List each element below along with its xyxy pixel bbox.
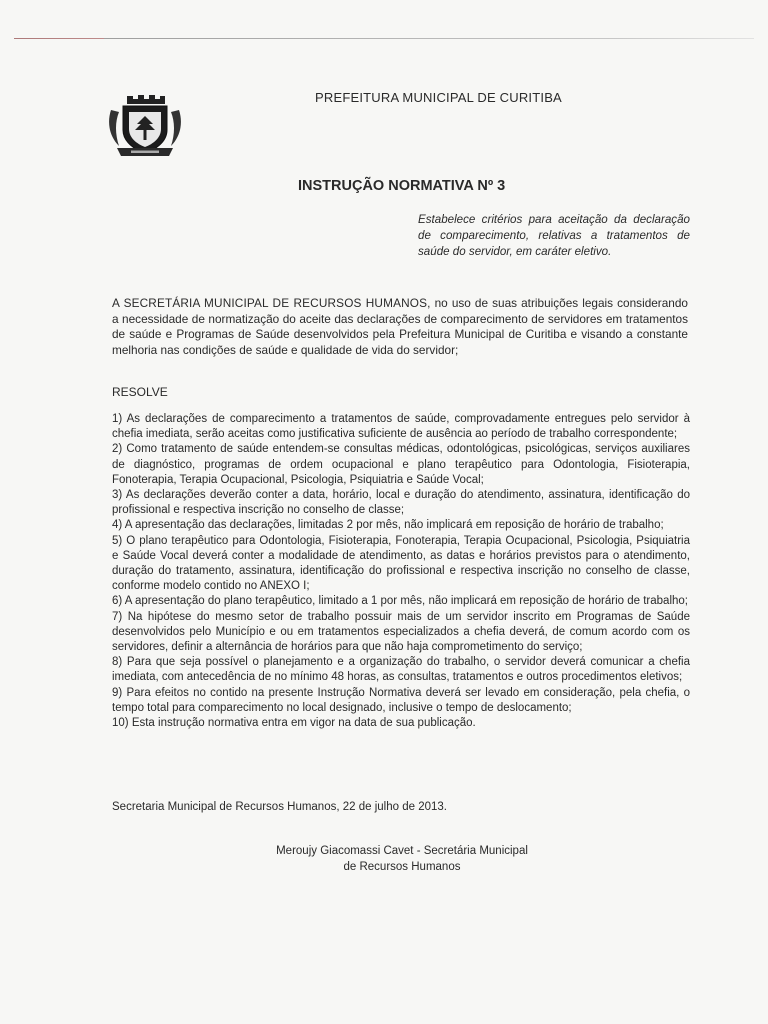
closing-date-line: Secretaria Municipal de Recursos Humanos, 22 de julho de 2013. [112,801,447,813]
preamble-paragraph [112,296,688,358]
resolution-item: 4) A apresentação das declarações, limitadas 2 por mês, não implicará em reposição de horário de trabalho; [112,519,664,532]
preamble-lead: A SECRETÁRIA MUNICIPAL DE RECURSOS HUMANOS, [112,296,431,310]
document-ementa: Estabelece critérios para aceitação da declaração de comparecimento, relativas a tratamentos de saúde do servidor, em caráter eletivo. [418,213,690,258]
resolution-item: 2) Como tratamento de saúde entendem-se consultas médicas, odontológicas, psicológicas, serviços auxiliares de diagnóstico, programas de ordem ocupacional e plano terapêutico para Odontologia, Fisioterapia, Fonoterapia, Terapia Ocupacional, Psicologia, Psiquiatria e Saúde Vocal; [112,443,690,486]
resolution-item: 10) Esta instrução normativa entra em vigor na data de sua publicação. [112,717,476,730]
resolution-items-list [112,412,690,731]
document-title: INSTRUÇÃO NORMATIVA Nº 3 [298,178,506,194]
resolution-item: 6) A apresentação do plano terapêutico, limitado a 1 por mês, não implicará em reposição de horário de trabalho; [112,595,688,608]
institution-header: PREFEITURA MUNICIPAL DE CURITIBA [315,90,562,105]
scan-edge-line [14,38,754,39]
signature-title: de Recursos Humanos [343,860,461,873]
resolution-item: 5) O plano terapêutico para Odontologia, Fisioterapia, Fonoterapia, Terapia Ocupacional, Psicologia, Psiquiatria e Saúde Vocal deverá conter a modalidade de atendimento, as datas e horários previstos para o atendimento, duração do tratamento, assinatura, identificação do profissional e respectiva inscrição no conselho de classe, conforme modelo contido no ANEXO I; [112,534,690,593]
resolution-item: 9) Para efeitos no contido na presente Instrução Normativa deverá ser levado em consideração, pela chefia, o tempo total para comparecimento no local designado, inclusive o tempo de deslocamento; [112,686,690,714]
city-coat-of-arms-icon [105,90,185,158]
signature-block [262,844,542,875]
preamble-text: no uso de suas atribuições legais considerando a necessidade de normatização do aceite das declarações de comparecimento de servidores em tratamentos de saúde e Programas de Saúde desenvolvidos pela Prefeitura Municipal de Curitiba e visando a constante melhoria nas condições de saúde e qualidade de vida do servidor; [112,296,688,357]
resolution-item: 7) Na hipótese do mesmo setor de trabalho possuir mais de um servidor inscrito em Programas de Saúde desenvolvidos pelo Município e ou em tratamentos especializados a chefia deverá, de comum acordo com os servidores, definir a alternância de horários para que não haja comprometimento do serviço; [112,610,690,654]
resolution-item: 3) As declarações deverão conter a data, horário, local e duração do atendimento, assinatura, identificação do profissional e respectiva inscrição no conselho de classe; [112,489,690,517]
resolution-item: 1) As declarações de comparecimento a tratamentos de saúde, comprovadamente entregues pelo servidor à chefia imediata, serão aceitas como justificativa suficiente de ausência ao período de trabalho correspondente; [112,413,690,441]
resolution-item: 8) Para que seja possível o planejamento e a organização do trabalho, o servidor deverá comunicar a chefia imediata, com antecedência de no mínimo 48 horas, as consultas, tratamentos e outros procedimentos eletivos; [112,656,690,684]
signature-name: Meroujy Giacomassi Cavet - Secretária Municipal [276,845,528,857]
resolve-heading: RESOLVE [112,385,168,399]
